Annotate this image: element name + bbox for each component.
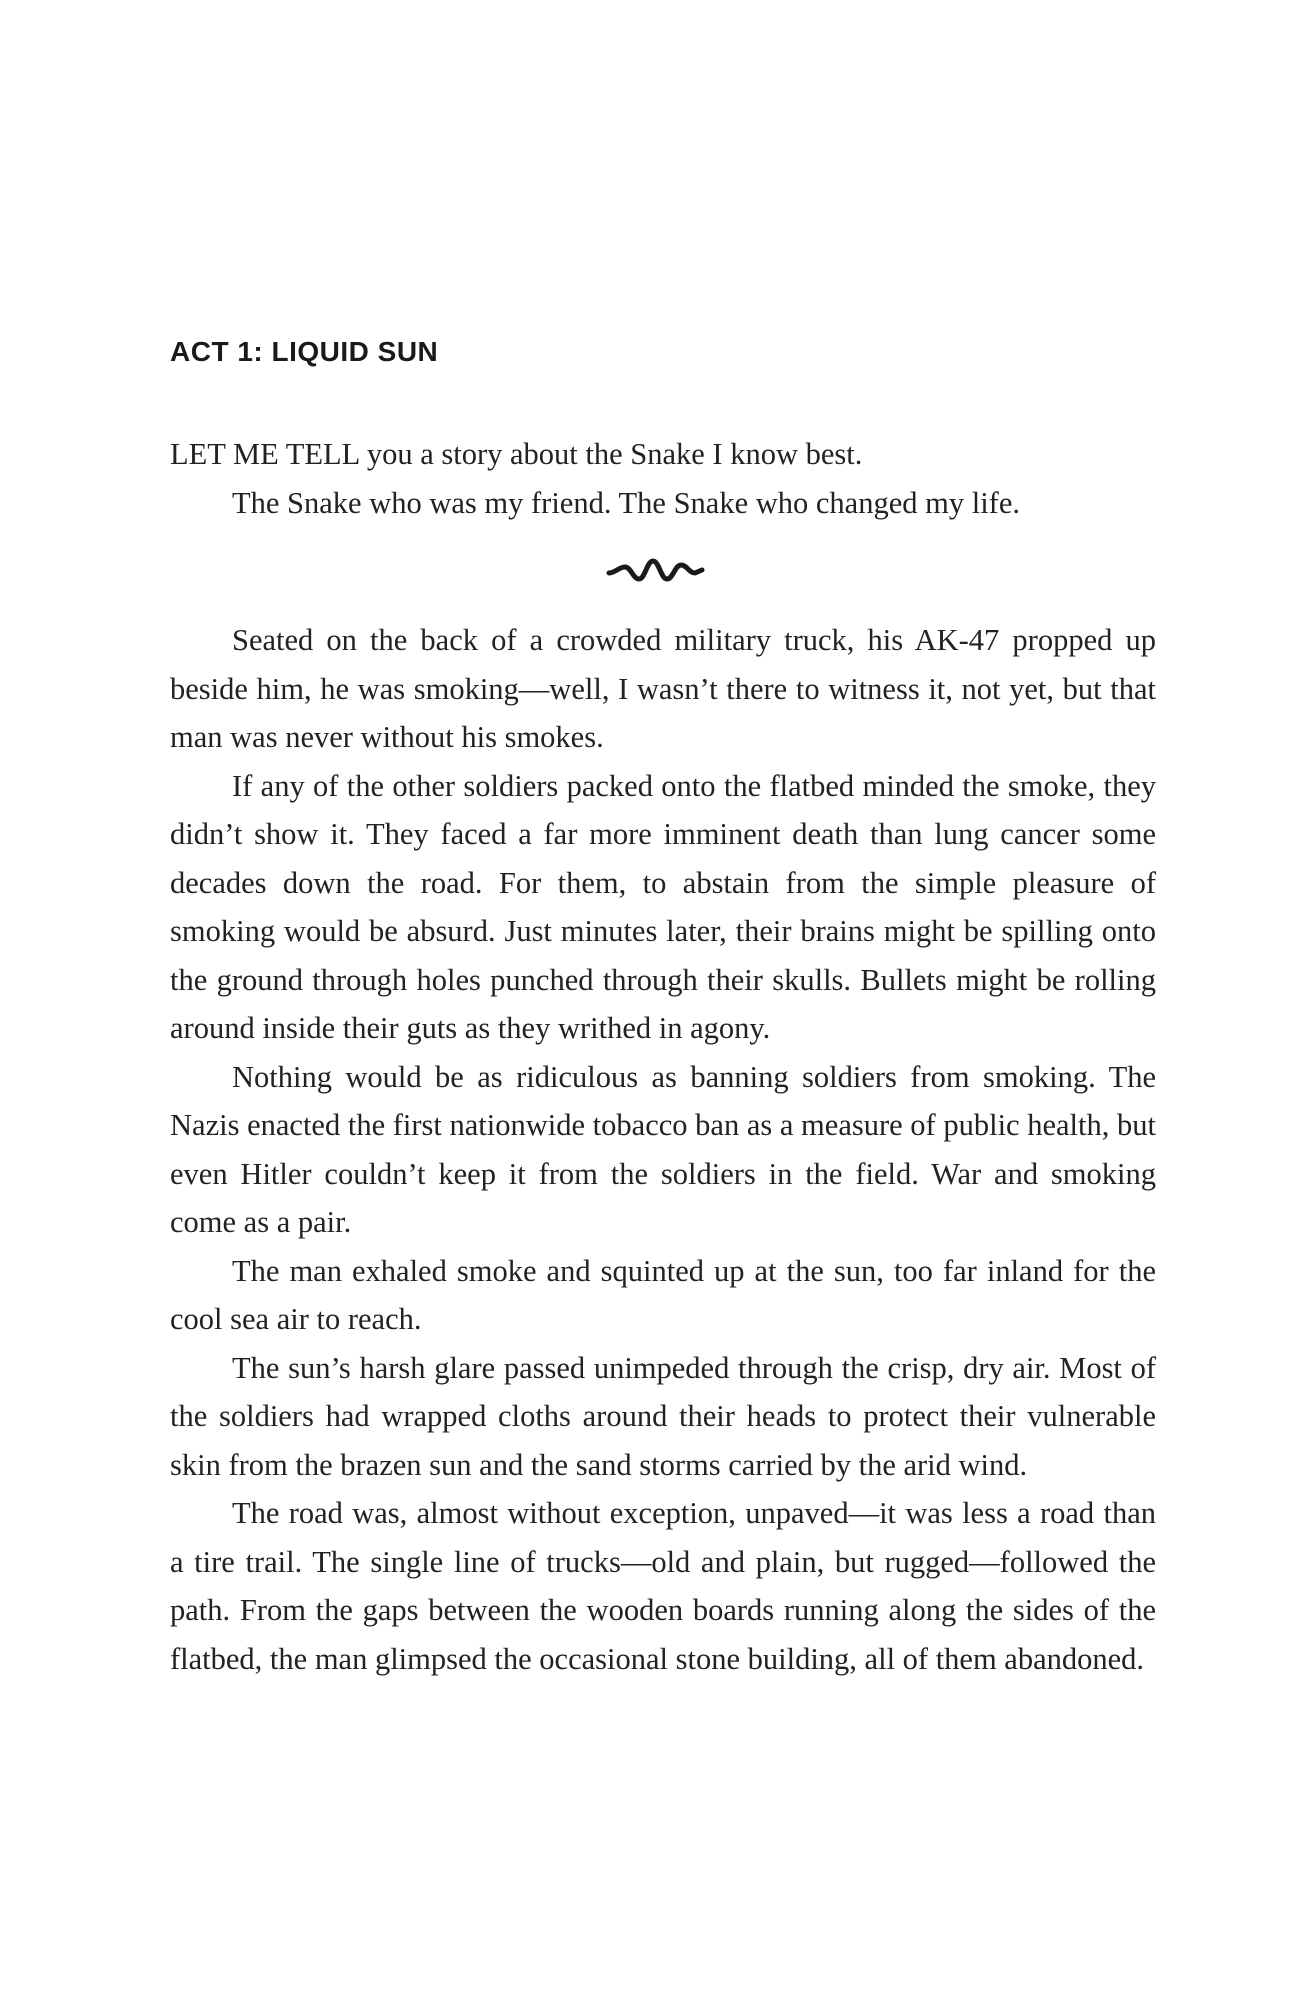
paragraph-3: Nothing would be as ridiculous as banning soldiers from smoking. The Nazis enacted the first nationwide tobacco ban as a measure of public health, but even Hitler couldn’t keep it from the soldiers in the field. War and smoking come as a pair. [170, 1059, 1156, 1239]
intro-line-1 [170, 430, 1156, 479]
intro-line-1-rest: you a story about the Snake I know best. [359, 437, 863, 471]
intro-block [170, 430, 1156, 527]
intro-line-2: The Snake who was my friend. The Snake who changed my life. [232, 485, 1020, 520]
paragraph-6: The road was, almost without exception, unpaved—it was less a road than a tire trail. The single line of trucks—old and plain, but rugged—followed the path. From the gaps between the wooden boards running along the sides of the flatbed, the man glimpsed the occasional stone building, all of them abandoned. [170, 1496, 1156, 1676]
paragraph-2: If any of the other soldiers packed onto the flatbed minded the smoke, they didn’t show it. They faced a far more imminent death than lung cancer some decades down the road. For them, to abstain from the simple pleasure of smoking would be absurd. Just minutes later, their brains might be spilling onto the ground through holes punched through their skulls. Bullets might be rolling around inside their guts as they writhed in agony. [170, 768, 1156, 1045]
paragraph-1: Seated on the back of a crowded military truck, his AK-47 propped up beside him, he was smoking—well, I wasn’t there to witness it, not yet, but that man was never without his smokes. [170, 623, 1156, 754]
squiggle-snake-ornament-icon [605, 553, 705, 587]
chapter-heading: ACT 1: LIQUID SUN [170, 336, 439, 367]
paragraph-5: The sun’s harsh glare passed unimpeded through the crisp, dry air. Most of the soldiers had wrapped cloths around their heads to protect their vulnerable skin from the brazen sun and the sand storms carried by the arid wind. [170, 1350, 1156, 1482]
intro-opening-words: LET ME TELL [170, 437, 360, 471]
paragraph-4: The man exhaled smoke and squinted up at the sun, too far inland for the cool sea air to reach. [170, 1253, 1156, 1336]
body-text [170, 616, 1156, 1683]
